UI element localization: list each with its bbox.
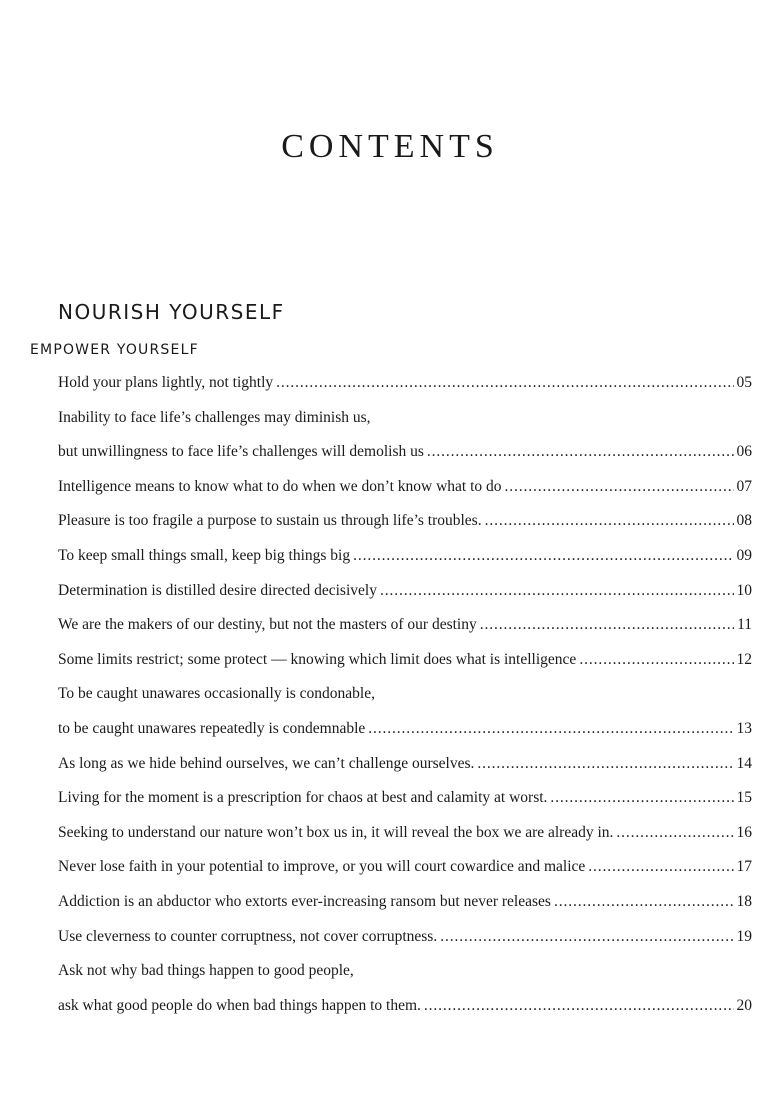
toc-page-number: 08 [736,512,752,530]
page-title: CONTENTS [281,128,499,165]
section-title: NOURISH YOURSELF [58,300,285,324]
dot-leader [480,608,734,643]
dot-leader [427,435,734,470]
dot-leader [440,920,733,955]
toc-entry[interactable] [58,401,752,436]
toc-entry-text: Never lose faith in your potential to improve, or you will court cowardice and malice [58,858,586,876]
dot-leader [353,539,733,574]
toc-page-number: 06 [736,443,752,461]
dot-leader [616,816,733,851]
toc-entry[interactable] [58,850,752,885]
toc-entry[interactable] [58,539,752,574]
toc-page-number: 10 [736,581,752,599]
dot-leader [588,850,733,885]
toc-entry-text: Inability to face life’s challenges may diminish us, [58,408,371,426]
dot-leader [424,989,734,1024]
toc-entry-text: As long as we hide behind ourselves, we can’t challenge ourselves. [58,754,475,772]
toc-page-number: 20 [736,996,752,1014]
toc-entry-text: Determination is distilled desire directed decisively [58,581,377,599]
toc-entry-text: Hold your plans lightly, not tightly [58,374,274,391]
toc-entry[interactable] [58,920,752,955]
toc-page-number: 11 [737,616,752,634]
toc-entry[interactable] [58,712,752,747]
toc-entry[interactable] [58,435,752,470]
toc-entry-text: To keep small things small, keep big things big [58,546,351,564]
toc-entry[interactable] [58,504,752,539]
toc-page-number: 17 [736,858,752,876]
toc-page-number: 07 [736,477,752,495]
dot-leader [485,504,734,539]
dot-leader [368,712,733,747]
toc-entry[interactable] [58,954,752,989]
toc-page-number: 15 [736,789,752,807]
toc-entry-text: but unwillingness to face life’s challenges will demolish us [58,443,424,461]
toc-entry-text: Living for the moment is a prescription for chaos at best and calamity at worst. [58,789,548,807]
dot-leader [477,747,733,782]
toc-entry-text: Pleasure is too fragile a purpose to sustain us through life’s troubles. [58,512,482,530]
toc-entry[interactable] [58,816,752,851]
toc-entry-text: Intelligence means to know what to do when we don’t know what to do [58,477,502,495]
toc-entry[interactable] [58,989,752,1024]
toc-page-number: 18 [736,892,752,910]
dot-leader [554,885,734,920]
toc-entry-text: Ask not why bad things happen to good people, [58,962,354,980]
table-of-contents [58,366,752,1023]
toc-entry-text: We are the makers of our destiny, but not the masters of our destiny [58,616,477,634]
toc-entry-text: to be caught unawares repeatedly is condemnable [58,719,366,737]
subsection-title: EMPOWER YOURSELF [30,342,199,358]
toc-entry[interactable] [58,747,752,782]
dot-leader [505,470,734,505]
toc-entry[interactable] [58,677,752,712]
toc-entry-text: Some limits restrict; some protect — knowing which limit does what is intelligence [58,650,577,668]
dot-leader [380,574,734,609]
toc-page-number: 16 [736,823,752,841]
toc-page-number: 12 [736,650,752,668]
toc-page-number: 19 [736,927,752,945]
dot-leader [276,366,733,401]
toc-entry[interactable] [58,643,752,678]
toc-entry-text: To be caught unawares occasionally is condonable, [58,685,375,703]
toc-entry-text: ask what good people do when bad things happen to them. [58,996,421,1014]
toc-page-number: 14 [736,754,752,772]
toc-entry-text: Seeking to understand our nature won’t box us in, it will reveal the box we are already in. [58,823,614,841]
toc-entry[interactable] [58,781,752,816]
toc-entry-text: Addiction is an abductor who extorts ever-increasing ransom but never releases [58,892,551,910]
toc-page-number: 13 [736,719,752,737]
toc-entry[interactable] [58,574,752,609]
dot-leader [550,781,733,816]
toc-entry[interactable] [58,470,752,505]
toc-entry[interactable] [58,366,752,401]
toc-page-number: 09 [736,546,752,564]
dot-leader [579,643,733,678]
toc-entry[interactable] [58,885,752,920]
toc-entry[interactable] [58,608,752,643]
toc-page-number: 05 [736,374,752,391]
toc-entry-text: Use cleverness to counter corruptness, not cover corruptness. [58,927,438,945]
